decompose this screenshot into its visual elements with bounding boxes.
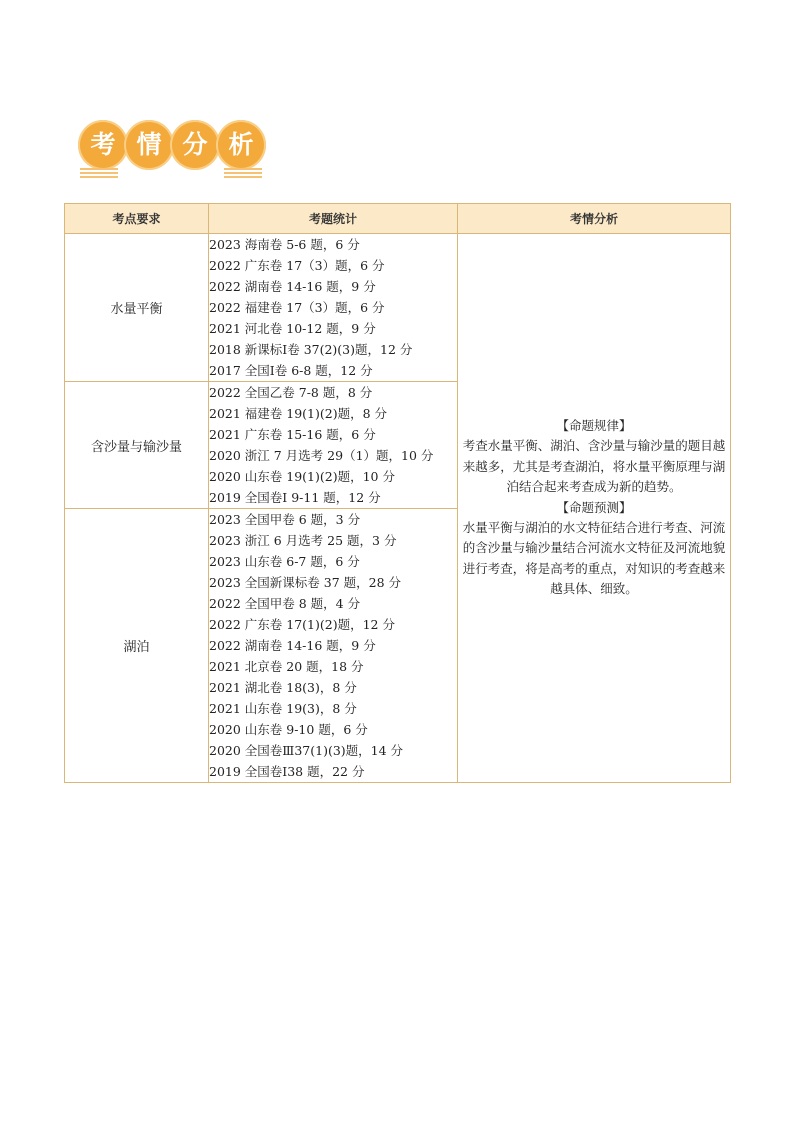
stat-item: 2020 全国卷Ⅲ37(1)(3)题，14 分 — [209, 743, 404, 758]
stat-item: 2022 湖南卷 14-16 题，9 分 — [209, 638, 376, 653]
table-row — [65, 234, 731, 382]
stat-item: 2021 河北卷 10-12 题，9 分 — [209, 321, 376, 336]
rule-title: 【命题规律】 — [556, 418, 632, 434]
stat-item: 2019 全国卷Ⅰ38 题，22 分 — [209, 764, 365, 779]
stat-item: 2023 浙江 6 月选考 25 题，3 分 — [209, 533, 397, 548]
stat-item: 2023 山东卷 6-7 题，6 分 — [209, 554, 360, 569]
header-analysis: 考情分析 — [458, 204, 731, 234]
header-char: 情 — [124, 120, 174, 170]
stat-item: 2021 广东卷 15-16 题，6 分 — [209, 427, 376, 442]
requirement-cell: 含沙量与输沙量 — [65, 382, 209, 509]
statistics-cell — [209, 382, 458, 509]
stat-item: 2022 全国甲卷 8 题，4 分 — [209, 596, 361, 611]
analysis-cell — [458, 234, 731, 783]
stat-item: 2020 山东卷 19(1)(2)题，10 分 — [209, 469, 395, 484]
header-stripes-right — [224, 168, 262, 180]
forecast-title: 【命题预测】 — [556, 499, 632, 515]
stat-item: 2020 浙江 7 月选考 29（1）题，10 分 — [209, 448, 434, 463]
header-stripes-left — [80, 168, 118, 180]
exam-analysis-table — [64, 203, 731, 783]
header-char: 考 — [78, 120, 128, 170]
stat-item: 2021 北京卷 20 题，18 分 — [209, 659, 364, 674]
stat-item: 2020 山东卷 9-10 题，6 分 — [209, 722, 368, 737]
stat-item: 2022 广东卷 17(1)(2)题，12 分 — [209, 617, 395, 632]
header-char: 分 — [170, 120, 220, 170]
stat-item: 2021 湖北卷 18(3)，8 分 — [209, 680, 357, 695]
stat-item: 2022 福建卷 17（3）题，6 分 — [209, 300, 385, 315]
stat-item: 2023 全国新课标卷 37 题，28 分 — [209, 575, 402, 590]
stat-item: 2022 湖南卷 14-16 题，9 分 — [209, 279, 376, 294]
header-statistics: 考题统计 — [209, 204, 458, 234]
header-requirement: 考点要求 — [65, 204, 209, 234]
statistics-cell — [209, 234, 458, 382]
stat-item: 2017 全国Ⅰ卷 6-8 题，12 分 — [209, 363, 373, 378]
requirement-cell: 水量平衡 — [65, 234, 209, 382]
stat-item: 2023 全国甲卷 6 题，3 分 — [209, 512, 361, 527]
stat-item: 2022 广东卷 17（3）题，6 分 — [209, 258, 385, 273]
rule-text: 考查水量平衡、湖泊、含沙量与输沙量的题目越来越多，尤其是考查湖泊，将水量平衡原理与湖泊结合起来考查成为新的趋势。 — [462, 438, 726, 495]
statistics-cell — [209, 509, 458, 783]
section-header — [78, 118, 278, 182]
stat-item: 2022 全国乙卷 7-8 题，8 分 — [209, 385, 373, 400]
stat-item: 2019 全国卷Ⅰ 9-11 题，12 分 — [209, 490, 381, 505]
stat-item: 2018 新课标Ⅰ卷 37(2)(3)题，12 分 — [209, 342, 413, 357]
stat-item: 2021 福建卷 19(1)(2)题，8 分 — [209, 406, 388, 421]
requirement-cell: 湖泊 — [65, 509, 209, 783]
stat-item: 2023 海南卷 5-6 题，6 分 — [209, 237, 360, 252]
stat-item: 2021 山东卷 19(3)，8 分 — [209, 701, 357, 716]
header-char: 析 — [216, 120, 266, 170]
forecast-text: 水量平衡与湖泊的水文特征结合进行考查、河流的含沙量与输沙量结合河流水文特征及河流地貌进行考查，将是高考的重点，对知识的考查越来越具体、细致。 — [462, 519, 726, 597]
table-header-row — [65, 204, 731, 234]
